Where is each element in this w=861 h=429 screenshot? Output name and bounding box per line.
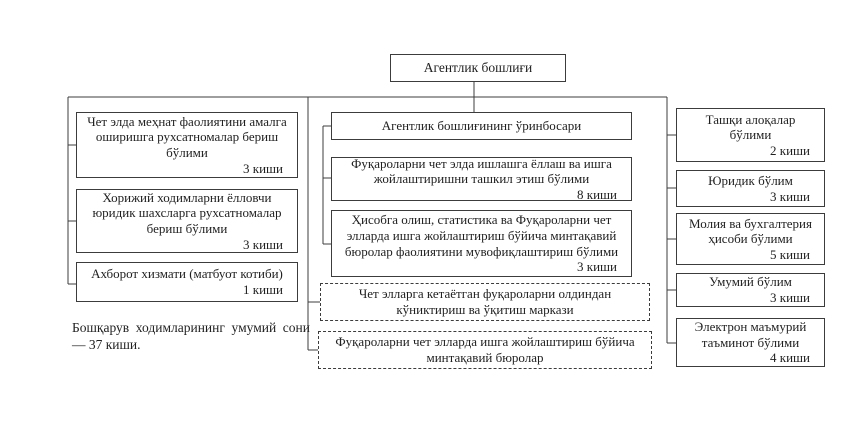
box-staff-count: 4 киши bbox=[770, 350, 810, 366]
box-staff-count: 3 киши bbox=[243, 236, 283, 252]
box-staff-count: 1 киши bbox=[243, 282, 283, 297]
org-box-legal-entity-permits bbox=[76, 189, 298, 253]
box-label: Фуқароларни чет элларда ишга жойлаштириш бўйича минтақавий бюролар bbox=[335, 334, 635, 365]
org-box-work-permits-abroad bbox=[76, 112, 298, 178]
box-label: Хорижий ходимларни ёлловчи юридик шахсларга рухсатномалар бериш бўлими bbox=[92, 189, 282, 236]
org-box-recruitment-placement bbox=[331, 157, 632, 201]
box-label: Чет элларга кетаётган фуқароларни олдиндан кўниктириш ва ўқитиш маркази bbox=[358, 286, 612, 317]
box-label: Ахборот хизмати (матбуот котиби) bbox=[91, 266, 283, 282]
box-label: Ташқи алоқалар бўлими bbox=[705, 111, 796, 143]
box-label: Умумий бўлим bbox=[709, 274, 792, 290]
box-staff-count: 3 киши bbox=[770, 188, 810, 204]
box-label: Электрон маъмурий таъминот бўлими bbox=[694, 319, 807, 350]
box-label: Фуқароларни чет элда ишлашга ёллаш ва ишга жойлаштиришни ташкил этиш бўлими bbox=[351, 155, 612, 187]
org-box-regional-bureaus bbox=[318, 331, 652, 369]
box-staff-count: 2 киши bbox=[770, 142, 810, 158]
box-label: Агентлик бошлиғининг ўринбосари bbox=[381, 118, 582, 134]
box-label: Ҳисобга олиш, статистика ва Фуқароларни чет элларда ишга жойлаштириш бўйича минтақавий бюролар фаолиятини мувофиқлаштириш бўлими bbox=[344, 212, 619, 259]
org-box-statistics-coordination bbox=[331, 210, 632, 277]
box-staff-count: 8 киши bbox=[577, 186, 617, 202]
org-box-finance-accounting bbox=[676, 213, 825, 265]
box-label: Молия ва бухгалтерия ҳисоби бўлими bbox=[689, 215, 812, 247]
org-box-electronic-admin-support bbox=[676, 318, 825, 367]
org-box-external-relations bbox=[676, 108, 825, 162]
org-box-training-center bbox=[320, 283, 650, 321]
box-staff-count: 3 киши bbox=[243, 160, 283, 176]
total-staff-footnote: Бошқарув ходимларининг умумий сони — 37 киши. bbox=[72, 320, 310, 352]
box-label: Чет элда меҳнат фаолиятини амалга оширишга рухсатномалар бериш бўлими bbox=[87, 113, 287, 160]
box-staff-count: 3 киши bbox=[577, 259, 617, 275]
org-box-legal-department bbox=[676, 170, 825, 207]
org-box-information-service bbox=[76, 262, 298, 302]
agency-head-label: Агентлик бошлиғи bbox=[423, 59, 533, 75]
org-box-agency-head bbox=[390, 54, 566, 82]
org-box-general-department bbox=[676, 273, 825, 307]
box-label: Юридик бўлим bbox=[708, 172, 793, 188]
box-staff-count: 3 киши bbox=[770, 290, 810, 305]
org-box-deputy-head bbox=[331, 112, 632, 140]
box-staff-count: 5 киши bbox=[770, 246, 810, 262]
